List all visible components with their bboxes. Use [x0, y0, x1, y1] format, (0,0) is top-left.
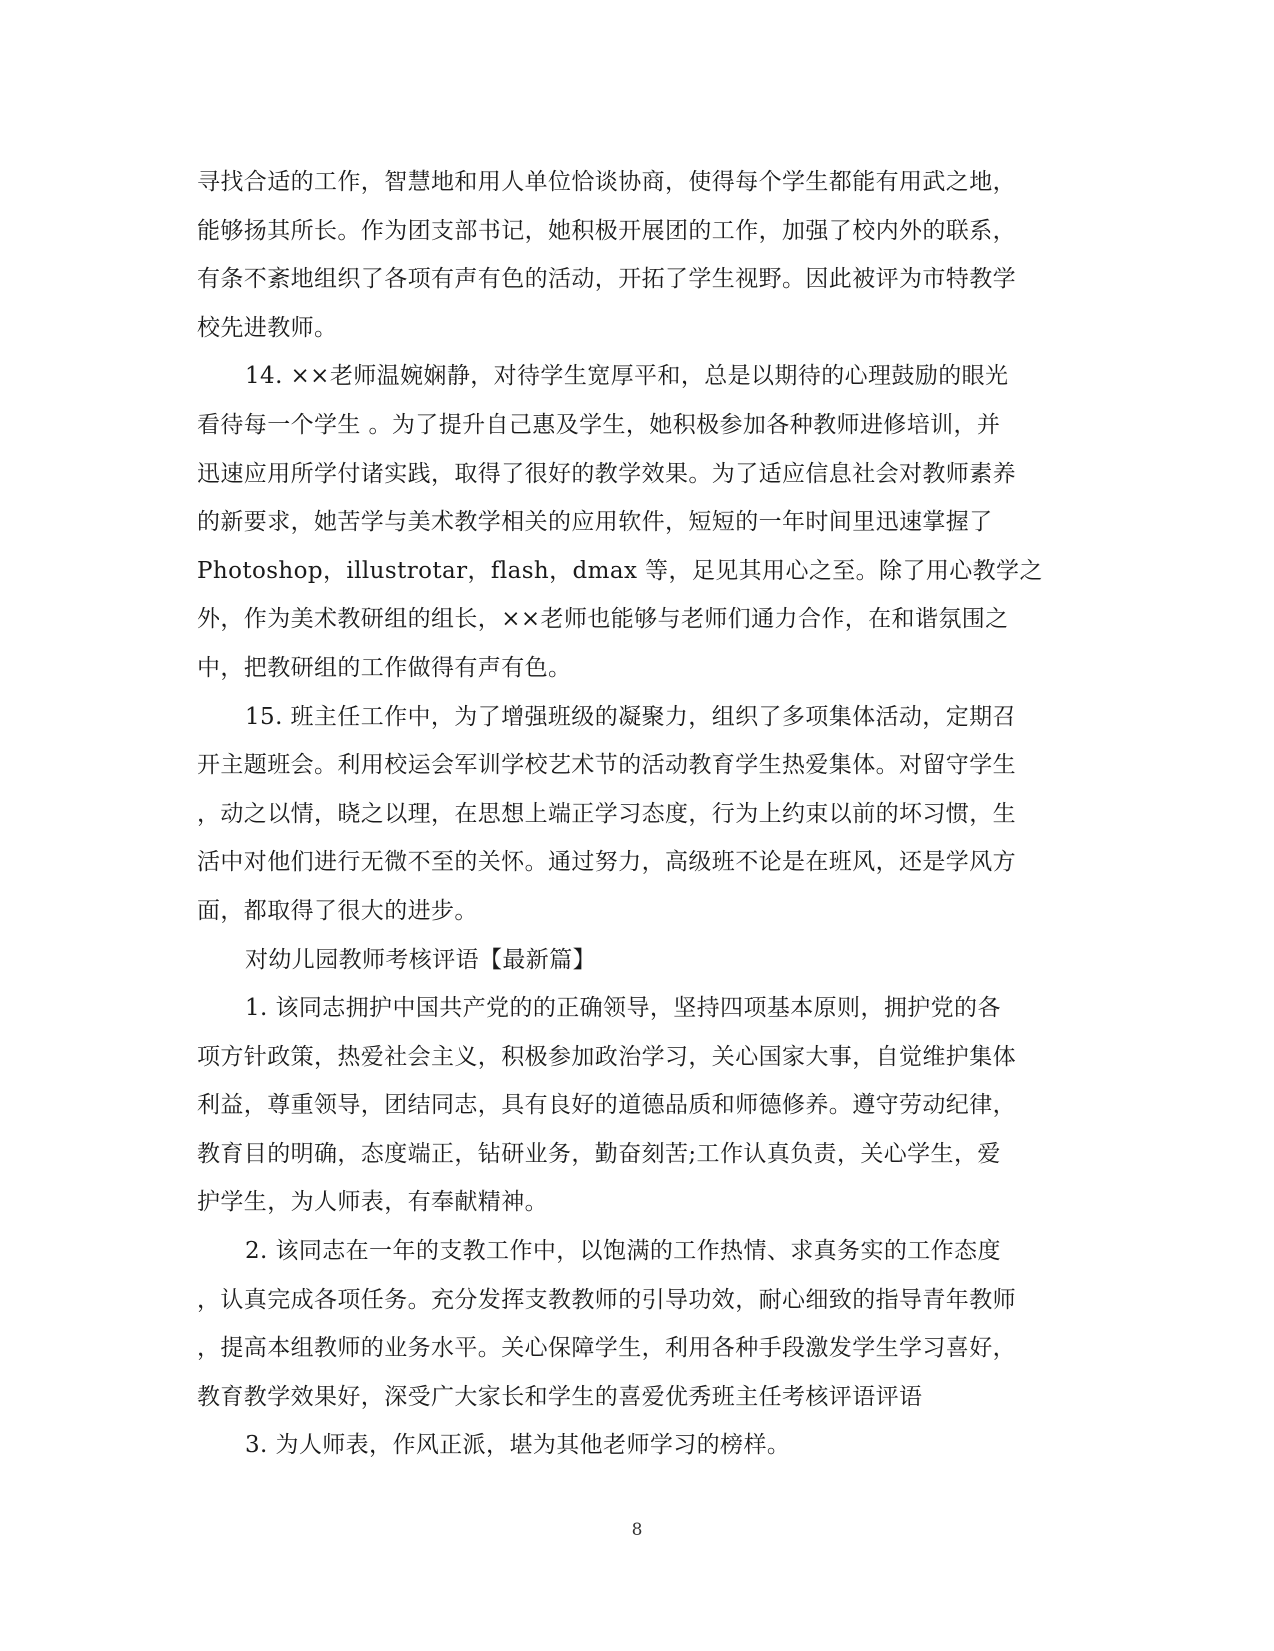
page-number: 8 [631, 1520, 643, 1540]
text-line: ，认真完成各项任务。充分发挥支教教师的引导功效，耐心细致的指导青年教师 [197, 1286, 1016, 1313]
text-line: 护学生，为人师表，有奉献精神。 [197, 1189, 548, 1216]
text-line: 中，把教研组的工作做得有声有色。 [197, 654, 572, 681]
text-line: 开主题班会。利用校运会军训学校艺术节的活动教育学生热爱集体。对留守学生 [197, 752, 1016, 779]
text-line: 2. 该同志在一年的支教工作中，以饱满的工作热情、求真务实的工作态度 [245, 1238, 1001, 1265]
text-line: 对幼儿园教师考核评语【最新篇】 [245, 946, 596, 973]
text-line: 利益，尊重领导，团结同志，具有良好的道德品质和师德修养。遵守劳动纪律， [197, 1092, 1016, 1119]
text-line: 活中对他们进行无微不至的关怀。通过努力，高级班不论是在班风，还是学风方 [197, 849, 1016, 876]
text-line: 教育目的明确，态度端正，钻研业务，勤奋刻苦;工作认真负责，关心学生，爱 [197, 1140, 1001, 1167]
text-line: 看待每一个学生 。为了提升自己惠及学生，她积极参加各种教师进修培训，并 [197, 411, 1001, 438]
text-line: 校先进教师。 [197, 314, 338, 341]
text-line: 能够扬其所长。作为团支部书记，她积极开展团的工作，加强了校内外的联系， [197, 217, 1016, 244]
text-line: 外，作为美术教研组的组长，××老师也能够与老师们通力合作，在和谐氛围之 [197, 606, 1009, 633]
text-line: 有条不紊地组织了各项有声有色的活动，开拓了学生视野。因此被评为市特教学 [197, 266, 1016, 293]
text-line: ，提高本组教师的业务水平。关心保障学生，利用各种手段激发学生学习喜好， [197, 1335, 1016, 1362]
text-line: 14. ××老师温婉娴静，对待学生宽厚平和，总是以期待的心理鼓励的眼光 [245, 363, 1009, 390]
text-line: 寻找合适的工作，智慧地和用人单位恰谈协商，使得每个学生都能有用武之地， [197, 169, 1016, 195]
text-line: 的新要求，她苦学与美术教学相关的应用软件，短短的一年时间里迅速掌握了 [197, 509, 993, 536]
text-line: 3. 为人师表，作风正派，堪为其他老师学习的榜样。 [245, 1432, 791, 1459]
text-line: ，动之以情，晓之以理，在思想上端正学习态度，行为上约束以前的坏习惯，生 [197, 800, 1016, 827]
text-line: 迅速应用所学付诸实践，取得了很好的教学效果。为了适应信息社会对教师素养 [197, 460, 1016, 487]
text-line: 1. 该同志拥护中国共产党的的正确领导，坚持四项基本原则，拥护党的各 [245, 995, 1001, 1022]
text-line: 教育教学效果好，深受广大家长和学生的喜爱优秀班主任考核评语评语 [197, 1383, 923, 1410]
text-line: 面，都取得了很大的进步。 [197, 897, 478, 924]
text-line: 15. 班主任工作中，为了增强班级的凝聚力，组织了多项集体活动，定期召 [245, 703, 1016, 730]
text-line: Photoshop，illustrotar，flash，dmax 等，足见其用心之至。除了用心教学之 [197, 557, 1043, 584]
document-body [197, 158, 1077, 1470]
text-line: 项方针政策，热爱社会主义，积极参加政治学习，关心国家大事，自觉维护集体 [197, 1043, 1016, 1070]
